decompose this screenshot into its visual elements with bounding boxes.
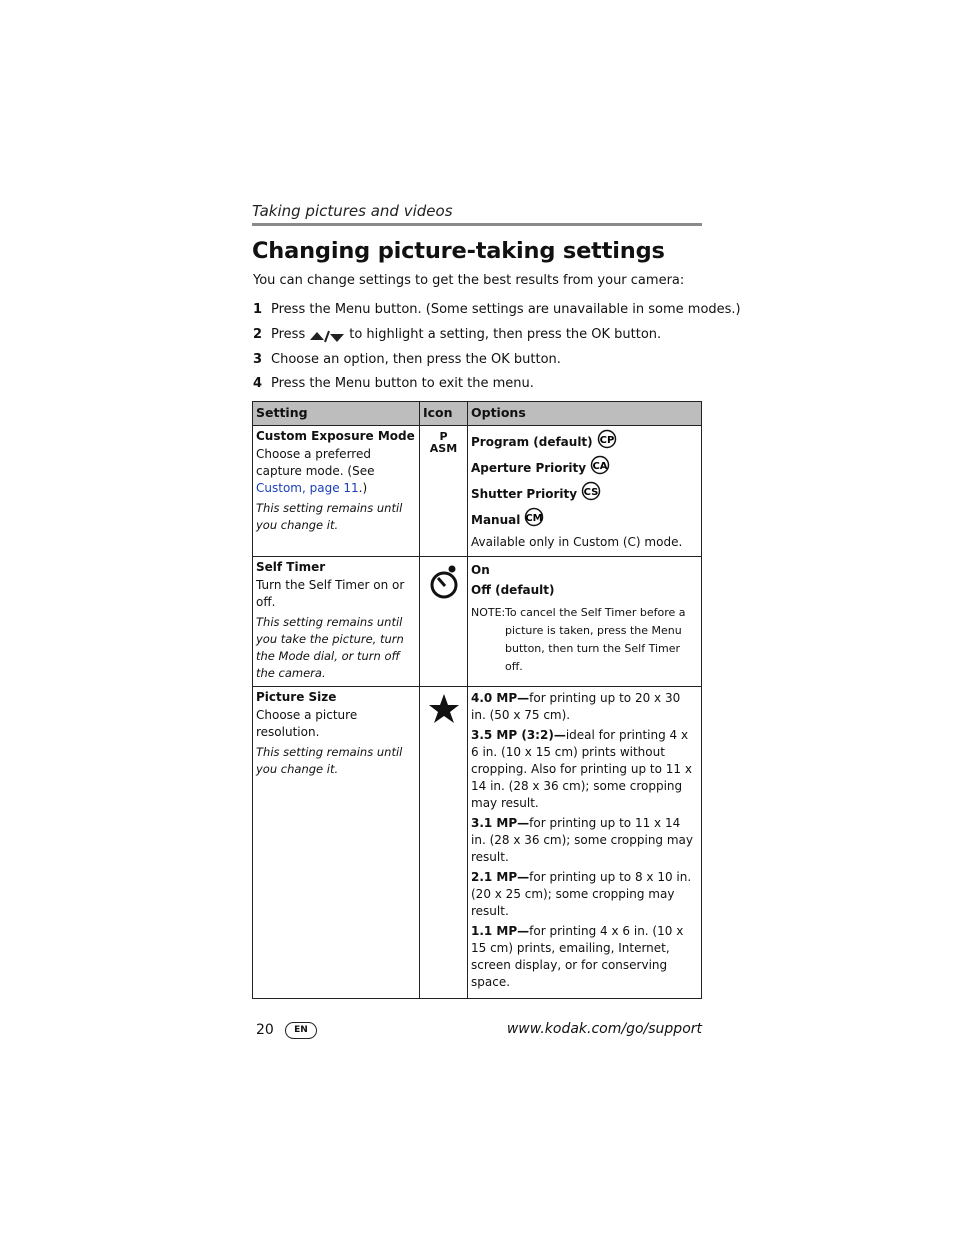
setting-name: Custom Exposure Mode xyxy=(256,429,415,443)
option-manual xyxy=(471,507,698,533)
option-label: Aperture Priority xyxy=(471,461,587,475)
setting-cell xyxy=(253,557,420,687)
option-off-default: Off (default) xyxy=(471,583,555,597)
size-option xyxy=(471,923,698,991)
step-item xyxy=(253,321,741,347)
table-header-row xyxy=(253,402,702,426)
size-option xyxy=(471,869,698,920)
step-text: Choose an option, then press the OK button. xyxy=(271,351,561,367)
page-title: Changing picture-taking settings xyxy=(252,238,665,264)
setting-cell xyxy=(253,687,420,999)
option-label: Program (default) xyxy=(471,435,593,449)
header-options: Options xyxy=(468,402,702,426)
note-text: To cancel the Self Timer before a picture is taken, press the Menu button, then turn the Self Timer off. xyxy=(505,606,686,673)
options-cell xyxy=(468,687,702,999)
size-option xyxy=(471,690,698,724)
option-label: Shutter Priority xyxy=(471,487,578,501)
setting-cell xyxy=(253,426,420,557)
icon-cell xyxy=(420,557,468,687)
self-timer-icon xyxy=(427,589,461,603)
size-text: for printing 4 x 6 in. (10 x 15 cm) prints, emailing, Internet, screen display, or for conserving space. xyxy=(471,924,684,989)
setting-name: Picture Size xyxy=(256,690,337,704)
step-item xyxy=(253,347,741,371)
option-program xyxy=(471,429,698,455)
size-mp: 3.5 MP (3:2)— xyxy=(471,728,566,742)
header-rule xyxy=(252,223,702,226)
section-header-text: Taking pictures and videos xyxy=(252,202,453,220)
step-number: 4 xyxy=(253,375,263,391)
step-item xyxy=(253,371,741,395)
intro-text: You can change settings to get the best results from your camera: xyxy=(253,273,685,288)
size-option xyxy=(471,815,698,866)
setting-desc: Choose a picture resolution. xyxy=(256,708,358,739)
option-shutter xyxy=(471,481,698,507)
star-icon xyxy=(428,714,460,728)
settings-table xyxy=(252,401,702,999)
option-aperture xyxy=(471,455,698,481)
step-number: 2 xyxy=(253,326,263,342)
support-url[interactable]: www.kodak.com/go/support xyxy=(506,1021,702,1037)
note-label: NOTE: xyxy=(471,606,506,619)
size-mp: 4.0 MP— xyxy=(471,691,530,705)
setting-desc: Turn the Self Timer on or off. xyxy=(256,578,405,609)
size-mp: 3.1 MP— xyxy=(471,816,530,830)
size-text: for printing up to 11 x 14 in. (28 x 36 cm); some cropping may result. xyxy=(471,816,693,864)
cm-mode-icon xyxy=(524,507,544,533)
setting-note: This setting remains until you change it. xyxy=(256,745,403,776)
step-number: 3 xyxy=(253,351,263,367)
ca-mode-icon xyxy=(590,455,610,481)
options-cell xyxy=(468,426,702,557)
self-timer-note xyxy=(471,604,698,676)
section-header xyxy=(252,201,702,226)
size-text: for printing up to 8 x 10 in. (20 x 25 cm); some cropping may result. xyxy=(471,870,692,918)
table-row xyxy=(253,557,702,687)
step-text-after: to highlight a setting, then press the OK button. xyxy=(349,326,662,342)
size-option xyxy=(471,727,698,812)
pasm-line: P xyxy=(439,430,448,443)
mode-icon-text: CS xyxy=(583,487,599,498)
page-footer xyxy=(256,1020,702,1042)
size-text: for printing up to 20 x 30 in. (50 x 75 cm). xyxy=(471,691,681,722)
desc-text: .) xyxy=(358,481,368,495)
setting-note: This setting remains until you change it. xyxy=(256,501,403,532)
mode-icon-text: CP xyxy=(599,435,614,446)
icon-cell xyxy=(420,687,468,999)
step-text: Press the Menu button to exit the menu. xyxy=(271,375,534,391)
page-number: 20 xyxy=(256,1022,274,1038)
icon-cell xyxy=(420,426,468,557)
table-row xyxy=(253,687,702,999)
setting-note: This setting remains until you take the picture, turn the Mode dial, or turn off the camera. xyxy=(256,615,404,680)
size-mp: 2.1 MP— xyxy=(471,870,530,884)
cp-mode-icon xyxy=(597,429,617,455)
desc-text: Choose a preferred capture mode. (See xyxy=(256,447,375,478)
table-row xyxy=(253,426,702,557)
steps-list xyxy=(253,297,741,395)
size-text: ideal for printing 4 x 6 in. (10 x 15 cm) prints without cropping. Also for printing up to 11 x 14 in. (28 x 36 cm); some cropping may result. xyxy=(471,728,692,810)
options-cell xyxy=(468,557,702,687)
option-on: On xyxy=(471,563,490,577)
up-down-arrow-icon xyxy=(310,329,344,343)
option-footnote: Available only in Custom (C) mode. xyxy=(471,535,683,549)
cs-mode-icon xyxy=(581,481,601,507)
step-text-before: Press xyxy=(271,326,306,342)
custom-page-link[interactable]: Custom, page 11 xyxy=(256,481,359,495)
pasm-line: ASM xyxy=(429,442,458,455)
step-item xyxy=(253,297,741,321)
mode-icon-text: CA xyxy=(592,461,608,472)
language-badge: EN xyxy=(285,1022,317,1039)
step-text: Press the Menu button. (Some settings are unavailable in some modes.) xyxy=(271,301,741,317)
header-setting: Setting xyxy=(253,402,420,426)
setting-name: Self Timer xyxy=(256,560,326,574)
option-label: Manual xyxy=(471,513,521,527)
header-icon: Icon xyxy=(420,402,468,426)
step-number: 1 xyxy=(253,301,263,317)
setting-desc xyxy=(256,446,416,497)
mode-icon-text: CM xyxy=(525,513,543,524)
size-mp: 1.1 MP— xyxy=(471,924,530,938)
pasm-icon xyxy=(423,431,464,455)
